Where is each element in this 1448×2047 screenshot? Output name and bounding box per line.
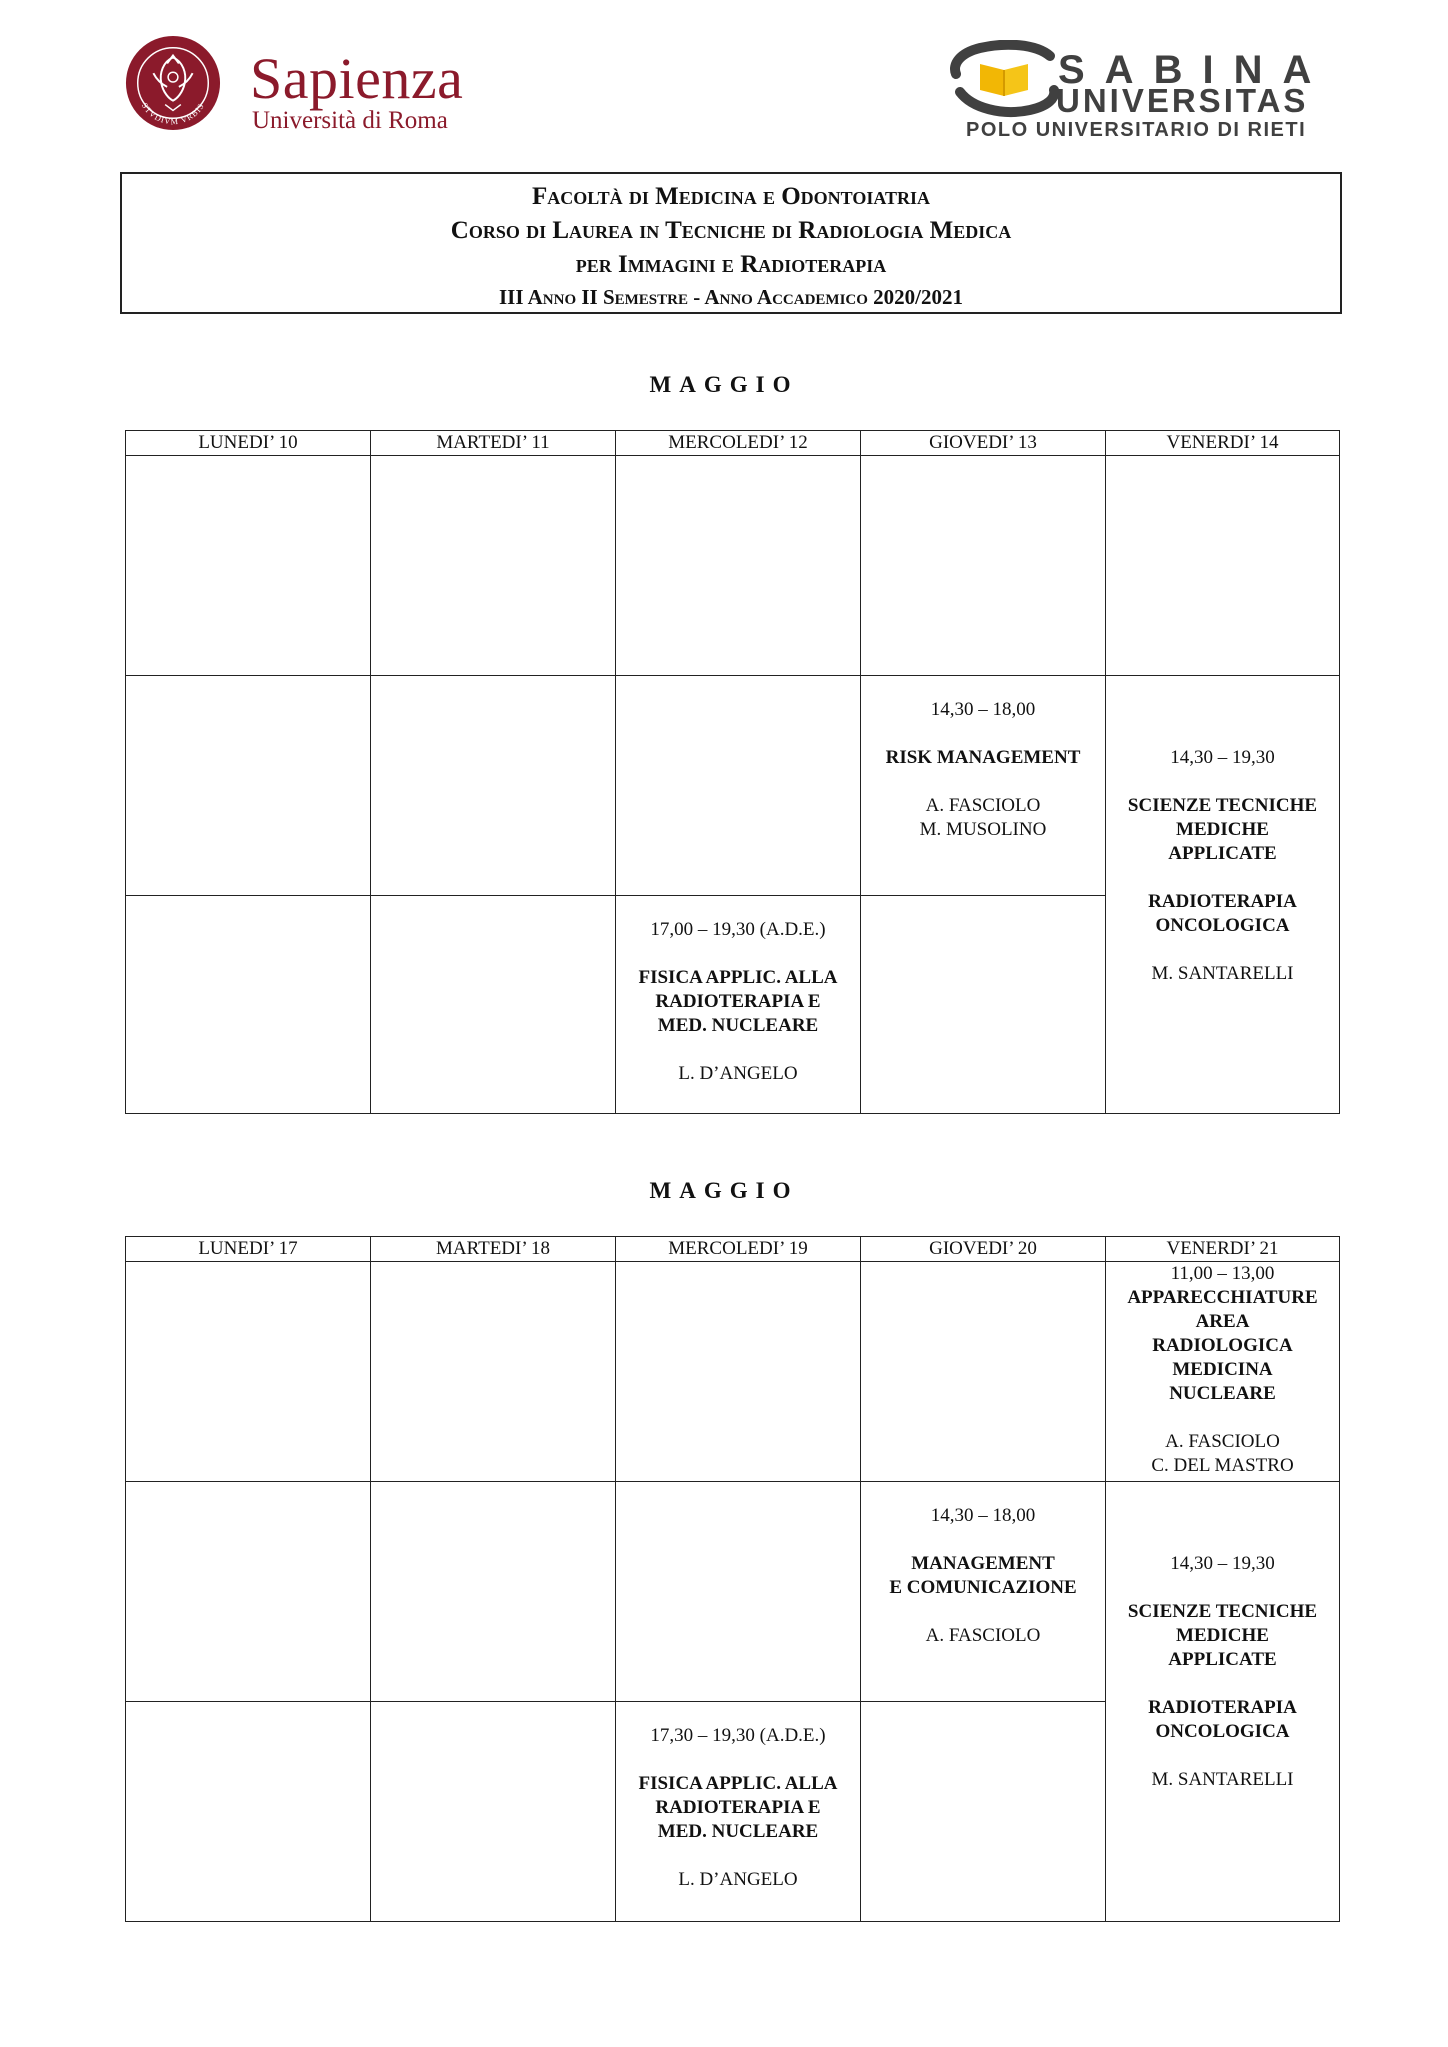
svg-text:STVDIVM VRBIS: STVDIVM VRBIS (139, 101, 207, 127)
sabina-book-icon (946, 40, 1066, 124)
lesson-cell (861, 676, 1106, 896)
course-title-cont: per Immagini e Radioterapia (575, 251, 887, 278)
empty-cell (126, 676, 371, 896)
lesson-subject: FISICA APPLIC. ALLA (638, 967, 838, 988)
lesson-time: 14,30 – 18,00 (930, 1505, 1036, 1526)
empty-cell (126, 1262, 371, 1482)
day-header: LUNEDI’ 17 (126, 1237, 371, 1262)
lesson-subject: E COMUNICAZIONE (889, 1577, 1077, 1598)
table-row (126, 456, 1340, 676)
schedule-table-week1 (125, 430, 1340, 1114)
lesson-teacher: M. SANTARELLI (1151, 963, 1294, 984)
empty-cell (126, 456, 371, 676)
empty-cell (371, 1482, 616, 1702)
lesson-cell (1106, 676, 1340, 1114)
lesson-subject: RADIOLOGICA (1152, 1335, 1293, 1356)
lesson-subject: MEDICHE (1176, 1625, 1269, 1646)
table-row (126, 1482, 1340, 1702)
lesson-subject: APPLICATE (1168, 1649, 1277, 1670)
empty-cell (126, 896, 371, 1114)
lesson-teacher: M. MUSOLINO (919, 819, 1047, 840)
lesson-subject: AREA (1195, 1311, 1250, 1332)
day-header: GIOVEDI’ 20 (861, 1237, 1106, 1262)
lesson-subject: MED. NUCLEARE (657, 1821, 819, 1842)
year-semester: III Anno II Semestre - Anno Accademico 2020/2021 (499, 285, 963, 309)
schedule-table-week2 (125, 1236, 1340, 1922)
lesson-teacher: M. SANTARELLI (1151, 1769, 1294, 1790)
lesson-module: RADIOTERAPIA (1148, 1697, 1297, 1718)
lesson-cell (1106, 1482, 1340, 1922)
day-header: GIOVEDI’ 13 (861, 431, 1106, 456)
course-title: Corso di Laurea in Tecniche di Radiologia Medica (450, 217, 1012, 244)
course-title-box (120, 172, 1342, 314)
empty-cell (616, 1482, 861, 1702)
lesson-subject: APPLICATE (1168, 843, 1277, 864)
lesson-teacher: C. DEL MASTRO (1151, 1455, 1294, 1476)
day-header: MARTEDI’ 11 (371, 431, 616, 456)
lesson-teacher: L. D’ANGELO (678, 1063, 798, 1084)
faculty-title: Facoltà di Medicina e Odontoiatria (531, 183, 931, 210)
empty-cell (861, 1702, 1106, 1922)
lesson-cell (1106, 1262, 1340, 1482)
lesson-subject: SCIENZE TECNICHE (1127, 1601, 1318, 1622)
day-header: MARTEDI’ 18 (371, 1237, 616, 1262)
day-header: VENERDI’ 14 (1106, 431, 1340, 456)
sabina-universitas: UNIVERSITAS (1056, 82, 1309, 119)
empty-cell (371, 1262, 616, 1482)
empty-cell (371, 1702, 616, 1922)
lesson-teacher: L. D’ANGELO (678, 1869, 798, 1890)
empty-cell (861, 456, 1106, 676)
table-header-row (126, 431, 1340, 456)
lesson-subject: NUCLEARE (1169, 1383, 1276, 1404)
sapienza-seal-icon (124, 34, 222, 132)
lesson-teacher: A. FASCIOLO (925, 795, 1041, 816)
empty-cell (861, 896, 1106, 1114)
sapienza-logo (124, 34, 544, 138)
lesson-time: 14,30 – 19,30 (1170, 1553, 1275, 1574)
sabina-polo: POLO UNIVERSITARIO DI RIETI (966, 119, 1307, 141)
day-header: MERCOLEDI’ 12 (616, 431, 861, 456)
lesson-cell (861, 1482, 1106, 1702)
sapienza-subtitle: Università di Roma (252, 107, 448, 134)
empty-cell (126, 1702, 371, 1922)
lesson-module: ONCOLOGICA (1155, 1721, 1290, 1742)
lesson-time: 17,30 – 19,30 (A.D.E.) (650, 1725, 826, 1746)
lesson-subject: MANAGEMENT (911, 1553, 1055, 1574)
lesson-time: 14,30 – 18,00 (930, 699, 1036, 720)
lesson-subject: SCIENZE TECNICHE (1127, 795, 1318, 816)
lesson-subject: FISICA APPLIC. ALLA (638, 1773, 838, 1794)
lesson-cell (616, 896, 861, 1114)
empty-cell (371, 896, 616, 1114)
day-header: MERCOLEDI’ 19 (616, 1237, 861, 1262)
empty-cell (616, 676, 861, 896)
month-heading-2: MAGGIO (649, 1178, 799, 1203)
lesson-cell (616, 1702, 861, 1922)
empty-cell (126, 1482, 371, 1702)
lesson-subject: RISK MANAGEMENT (885, 747, 1081, 768)
table-row (126, 1262, 1340, 1482)
sabina-name: SABINA (1058, 48, 1332, 92)
empty-cell (616, 1262, 861, 1482)
lesson-subject: MED. NUCLEARE (657, 1015, 819, 1036)
lesson-subject: APPARECCHIATURE (1127, 1287, 1318, 1308)
lesson-teacher: A. FASCIOLO (1165, 1431, 1280, 1452)
sapienza-name: Sapienza (250, 46, 464, 111)
empty-cell (1106, 456, 1340, 676)
lesson-module: RADIOTERAPIA (1148, 891, 1297, 912)
empty-cell (861, 1262, 1106, 1482)
lesson-module: ONCOLOGICA (1155, 915, 1290, 936)
table-header-row (126, 1237, 1340, 1262)
table-row (126, 676, 1340, 896)
sabina-logo (946, 36, 1332, 146)
lesson-time: 14,30 – 19,30 (1170, 747, 1275, 768)
month-heading-1: MAGGIO (649, 372, 799, 397)
lesson-teacher: A. FASCIOLO (925, 1625, 1041, 1646)
lesson-subject: MEDICHE (1176, 819, 1269, 840)
lesson-time: 17,00 – 19,30 (A.D.E.) (650, 919, 826, 940)
lesson-subject: RADIOTERAPIA E (655, 991, 821, 1012)
empty-cell (616, 456, 861, 676)
lesson-subject: MEDICINA (1172, 1359, 1273, 1380)
day-header: LUNEDI’ 10 (126, 431, 371, 456)
day-header: VENERDI’ 21 (1106, 1237, 1340, 1262)
lesson-subject: RADIOTERAPIA E (655, 1797, 821, 1818)
empty-cell (371, 676, 616, 896)
empty-cell (371, 456, 616, 676)
lesson-time: 11,00 – 13,00 (1170, 1263, 1275, 1284)
